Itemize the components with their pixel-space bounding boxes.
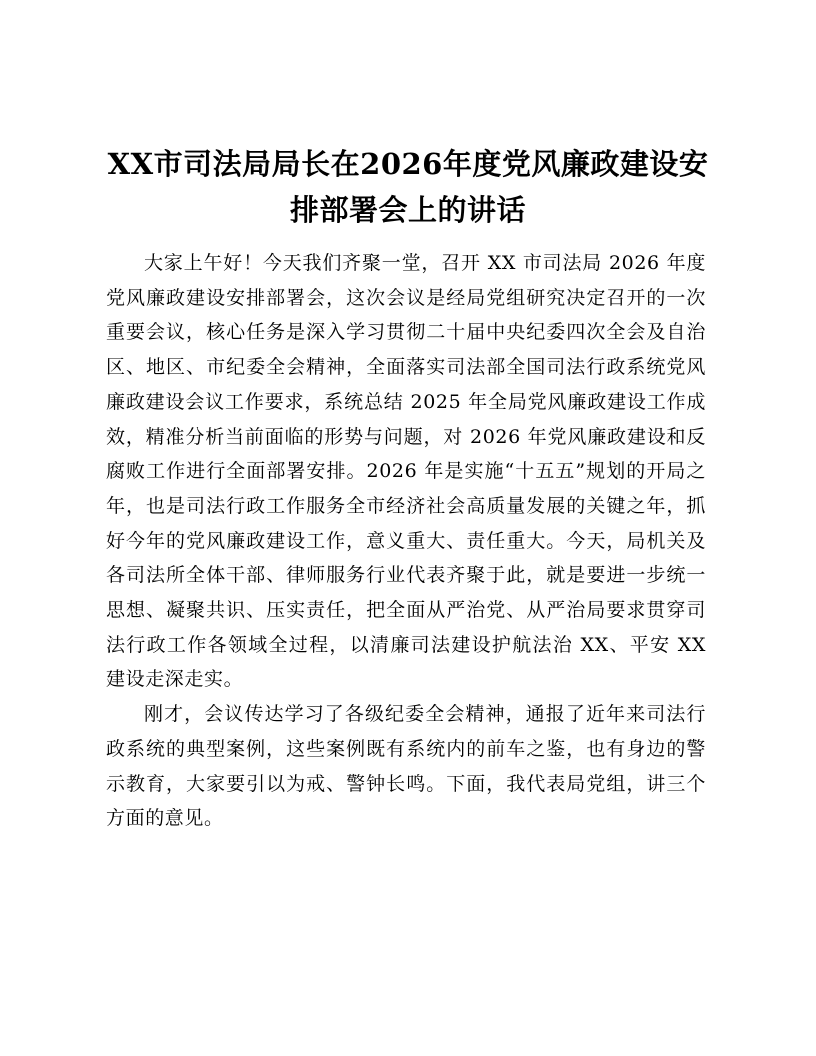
document-title: XX市司法局局长在2026年度党风廉政建设安排部署会上的讲话 xyxy=(107,147,709,227)
paragraph-opening: 大家上午好！今天我们齐聚一堂，召开 XX 市司法局 2026 年度党风廉政建设安排部署会，这次会议是经局党组研究决定召开的一次重要会议，核心任务是深入学习贯彻二十届中央纪委四次全会及自治区、地区、市纪委全会精神，全面落实司法部全国司法行政系统党风廉政建设会议工作要求，系统总结 2025 年全局党风廉政建设工作成效，精准分析当前面临的形势与问题，对 2026 年党风廉政建设和反腐败工作进行全面部署安排。2026 年是实施“十五五”规划的开局之年，也是司法行政工作服务全市经济社会高质量发展的关键之年，抓好今年的党风廉政建设工作，意义重大、责任重大。今天，局机关及各司法所全体干部、律师服务行业代表齐聚于此，就是要进一步统一思想、凝聚共识、压实责任，把全面从严治党、从严治局要求贯穿司法行政工作各领域全过程，以清廉司法建设护航法治 XX、平安 XX 建设走深走实。 xyxy=(106,252,706,691)
paragraph-second: 刚才，会议传达学习了各级纪委全会精神，通报了近年来司法行政系统的典型案例，这些案例既有系统内的前车之鉴，也有身边的警示教育，大家要引以为戒、警钟长鸣。下面，我代表局党组，讲三个方面的意见。 xyxy=(106,703,706,830)
document-body xyxy=(106,246,706,836)
